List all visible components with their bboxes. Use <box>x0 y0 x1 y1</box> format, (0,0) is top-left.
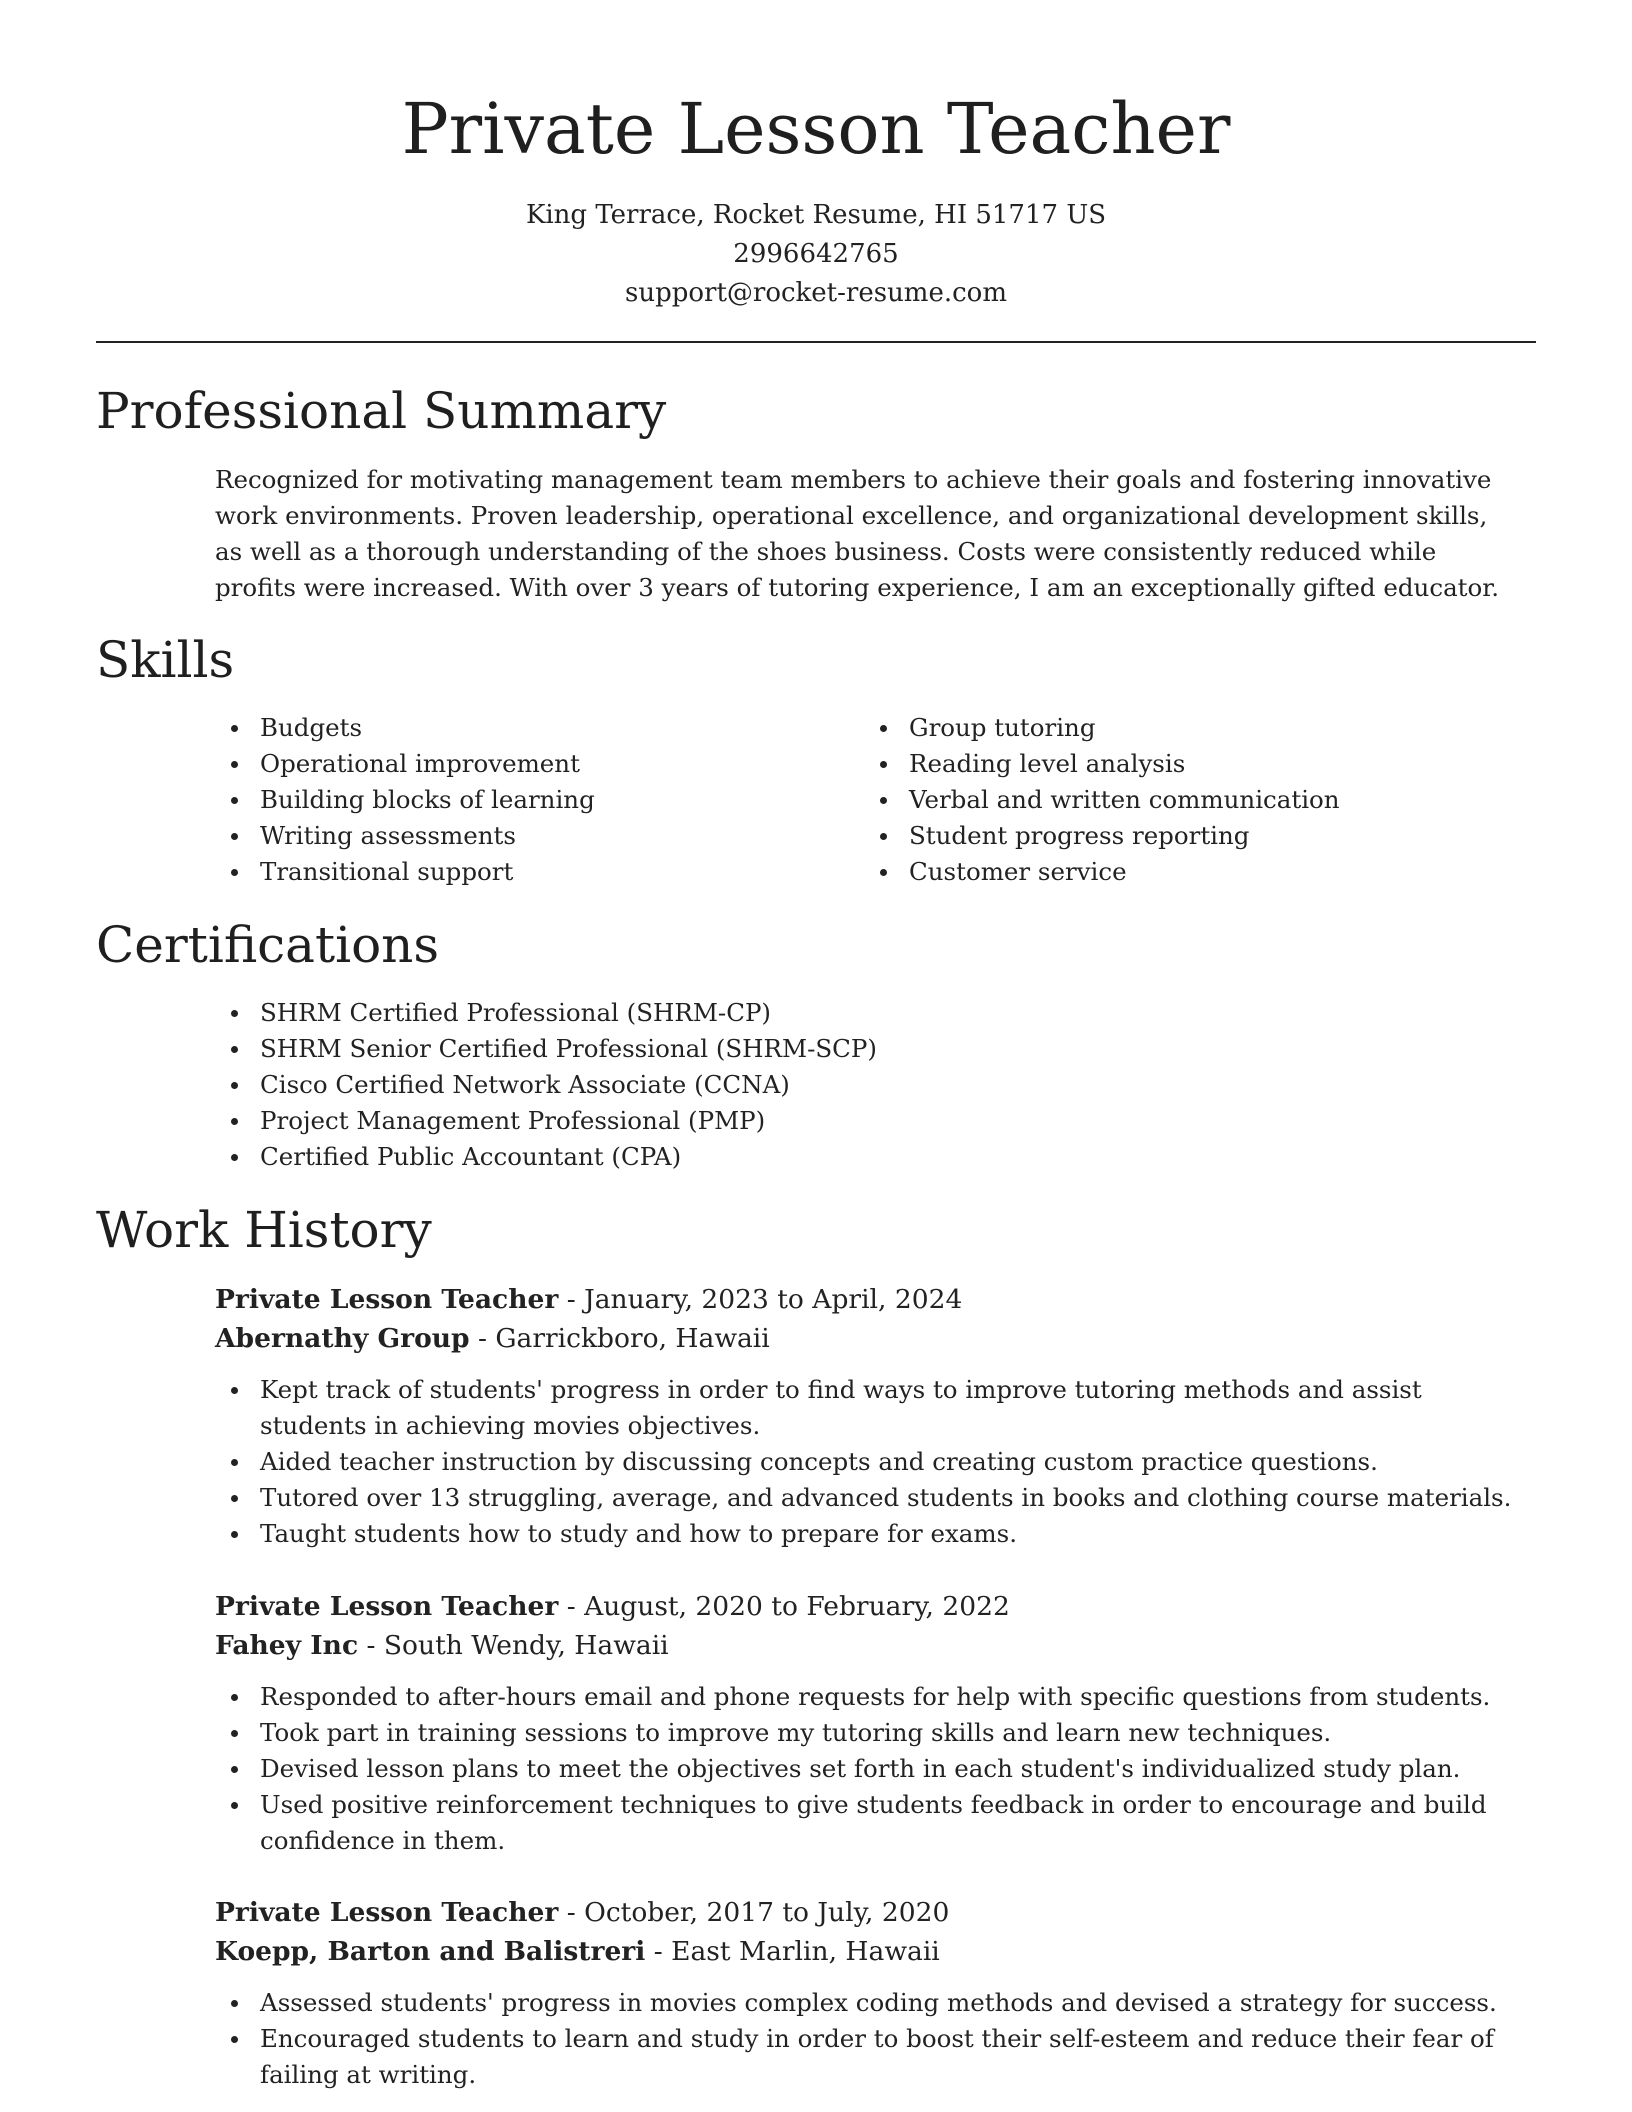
list-item: Assessed students' progress in movies complex coding methods and devised a strategy for success. <box>215 1985 1515 2021</box>
job-title-line <box>215 1280 1515 1319</box>
job-bullets <box>215 1372 1515 1552</box>
job-bullets <box>215 1679 1515 1859</box>
job-location: - South Wendy, Hawaii <box>358 1630 669 1661</box>
job-role: Private Lesson Teacher <box>215 1591 559 1622</box>
job-location: - East Marlin, Hawaii <box>645 1936 940 1967</box>
list-item: Customer service <box>864 854 1504 890</box>
job-company-line <box>215 1932 1515 1971</box>
candidate-name: Private Lesson Teacher <box>401 88 1231 170</box>
list-item: Devised lesson plans to meet the objectives set forth in each student's individualized study plan. <box>215 1751 1515 1787</box>
list-item: Writing assessments <box>215 818 855 854</box>
header-divider <box>96 341 1536 343</box>
job-location: - Garrickboro, Hawaii <box>469 1323 770 1354</box>
list-item: Project Management Professional (PMP) <box>215 1103 1515 1139</box>
list-item: Certified Public Accountant (CPA) <box>215 1139 1515 1175</box>
list-item: Building blocks of learning <box>215 782 855 818</box>
list-item: SHRM Certified Professional (SHRM-CP) <box>215 995 1515 1031</box>
phone: 2996642765 <box>733 239 899 269</box>
skills-list-left <box>215 710 855 890</box>
section-title-certifications: Certifications <box>96 916 440 974</box>
job-dates: - October, 2017 to July, 2020 <box>558 1897 950 1928</box>
job-company: Fahey Inc <box>215 1630 359 1661</box>
list-item: Cisco Certified Network Associate (CCNA) <box>215 1067 1515 1103</box>
list-item: SHRM Senior Certified Professional (SHRM-SCP) <box>215 1031 1515 1067</box>
list-item: Encouraged students to learn and study in order to boost their self-esteem and reduce their fear of failing at writing. <box>215 2021 1515 2093</box>
job-entry <box>215 1280 1515 1552</box>
list-item: Took part in training sessions to improve my tutoring skills and learn new techniques. <box>215 1715 1515 1751</box>
list-item: Tutored over 13 struggling, average, and advanced students in books and clothing course materials. <box>215 1480 1515 1516</box>
job-dates: - January, 2023 to April, 2024 <box>558 1284 963 1315</box>
job-company: Koepp, Barton and Balistreri <box>215 1936 646 1967</box>
job-entry <box>215 1587 1515 1859</box>
list-item: Taught students how to study and how to prepare for exams. <box>215 1516 1515 1552</box>
summary-text: Recognized for motivating management team members to achieve their goals and fostering innovative work environments. Proven leadership, operational excellence, and organizational development skills, as well as a thorough understanding of the shoes business. Costs were consistently reduced while profits were increased. With over 3 years of tutoring experience, I am an exceptionally gifted educator. <box>215 465 1500 602</box>
resume-header <box>0 0 1632 313</box>
list-item: Used positive reinforcement techniques to give students feedback in order to encourage and build confidence in them. <box>215 1787 1515 1859</box>
list-item: Student progress reporting <box>864 818 1504 854</box>
job-bullets <box>215 1985 1515 2093</box>
job-role: Private Lesson Teacher <box>215 1897 559 1928</box>
job-company-line <box>215 1626 1515 1665</box>
section-title-skills: Skills <box>96 631 235 689</box>
certifications-list <box>215 995 1515 1175</box>
section-title-work-history: Work History <box>96 1201 432 1259</box>
list-item: Responded to after-hours email and phone requests for help with specific questions from students. <box>215 1679 1515 1715</box>
list-item: Aided teacher instruction by discussing concepts and creating custom practice questions. <box>215 1444 1515 1480</box>
job-company-line <box>215 1319 1515 1358</box>
job-role: Private Lesson Teacher <box>215 1284 559 1315</box>
job-dates: - August, 2020 to February, 2022 <box>558 1591 1010 1622</box>
contact-block <box>0 196 1632 313</box>
skills-list-right <box>864 710 1504 890</box>
job-entry <box>215 1893 1515 2093</box>
job-title-line <box>215 1893 1515 1932</box>
address: King Terrace, Rocket Resume, HI 51717 US <box>525 200 1107 230</box>
list-item: Budgets <box>215 710 855 746</box>
list-item: Kept track of students' progress in order to find ways to improve tutoring methods and assist students in achieving movies objectives. <box>215 1372 1515 1444</box>
job-title-line <box>215 1587 1515 1626</box>
job-company: Abernathy Group <box>215 1323 470 1354</box>
list-item: Reading level analysis <box>864 746 1504 782</box>
list-item: Group tutoring <box>864 710 1504 746</box>
email: support@rocket-resume.com <box>624 278 1007 308</box>
list-item: Operational improvement <box>215 746 855 782</box>
list-item: Verbal and written communication <box>864 782 1504 818</box>
list-item: Transitional support <box>215 854 855 890</box>
section-title-summary: Professional Summary <box>96 382 667 440</box>
